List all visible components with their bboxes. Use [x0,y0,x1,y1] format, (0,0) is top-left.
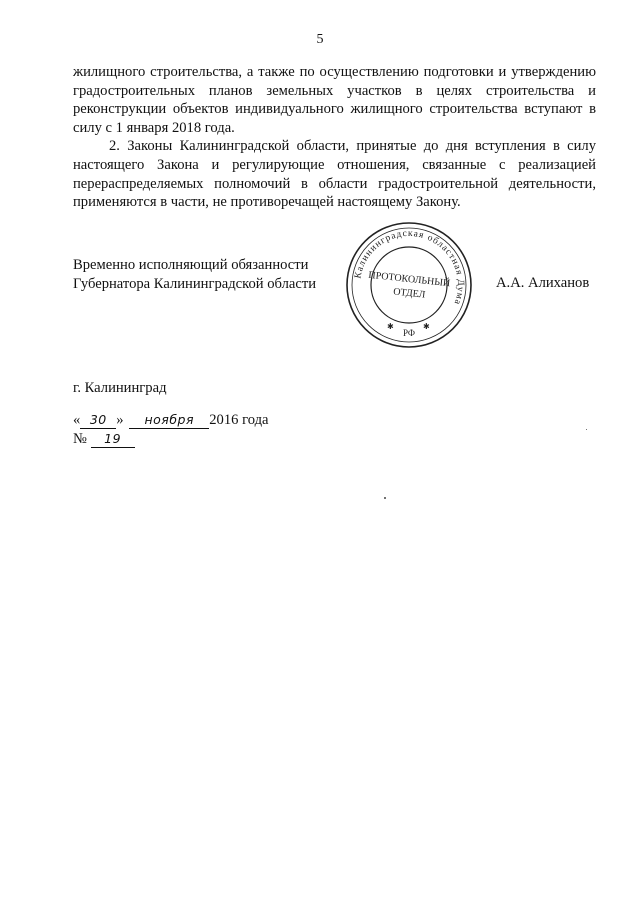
official-stamp [344,220,474,350]
number-blank [91,431,135,448]
date-open-quote: « [73,412,81,428]
number-value: 19 [104,431,122,446]
stamp-star-right-icon: ✱ [423,322,430,331]
body-text [73,63,596,212]
scan-speck [384,497,386,499]
stamp-ring-text: Калининградская областная Дума [353,228,466,307]
document-number-line [73,430,135,449]
date-day: 30 [89,412,107,427]
stamp-center-line-2: ОТДЕЛ [392,286,426,301]
city: г. Калининград [73,380,167,396]
stamp-star-left-icon: ✱ [387,322,394,331]
date-month: ноября [144,412,194,427]
scan-speck [586,429,587,430]
signatory-name: А.А. Алиханов [496,275,590,291]
page-number: 5 [316,32,324,47]
stamp-bottom-text: РФ [403,328,415,338]
stamp-center-line-1: ПРОТОКОЛЬНЫЙ [367,269,451,290]
paragraph-2: 2. Законы Калининградской области, принятые до дня вступления в силу настоящего Закона и регулирующие отношения, связанные с реализацией перераспределяемых полномочий в области градостроительной деятельности, применяются в части, не противоречащей настоящему Закону. [73,138,596,211]
signatory-title-line-2: Губернатора Калининградской области [73,275,317,292]
date-line [73,411,269,430]
date-year: 2016 года [209,412,269,428]
number-label: № [73,431,87,447]
date-month-blank [129,412,209,429]
signatory-title [73,256,363,293]
paragraph-1: жилищного строительства, а также по осуществлению подготовки и утверждению градостроительных планов земельных участков в целях строительства и реконструкции объектов индивидуального жилищного строительства вступают в силу с 1 января 2018 года. [73,64,596,136]
signatory-title-line-1: Временно исполняющий обязанности [73,257,309,273]
stamp-seal-icon [344,220,474,350]
date-close-quote: » [116,412,124,428]
date-day-blank [80,412,116,429]
